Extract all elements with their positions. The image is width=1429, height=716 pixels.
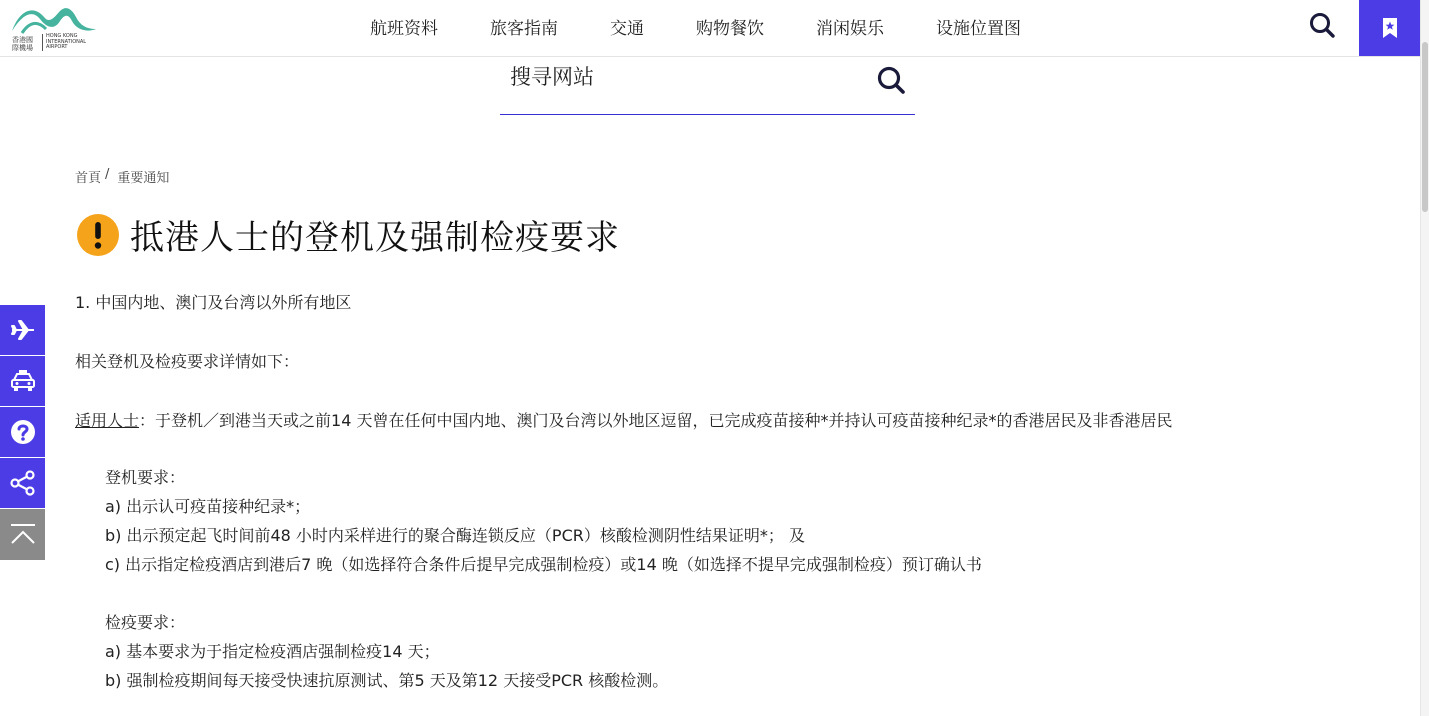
floating-side-bar — [0, 305, 45, 561]
plane-icon — [10, 317, 36, 343]
nav-shop-dine[interactable]: 购物餐饮 — [696, 18, 764, 39]
side-transport-button[interactable] — [0, 356, 45, 406]
nav-flight-info[interactable]: 航班资料 — [370, 18, 438, 39]
back-to-top-button[interactable] — [0, 509, 45, 560]
quarantine-heading: 检疫要求： — [105, 613, 186, 632]
breadcrumb — [75, 167, 169, 186]
bookmark-star-icon — [1382, 17, 1398, 39]
list-item: a) 出示认可疫苗接种纪录*； — [105, 497, 311, 516]
search-icon — [1308, 11, 1338, 41]
nav-transport[interactable]: 交通 — [610, 18, 644, 39]
site-search-bar — [500, 57, 915, 115]
applicable-persons-link[interactable]: 适用人士 — [75, 411, 140, 430]
breadcrumb-current: 重要通知 — [117, 171, 170, 186]
list-item: b) 出示预定起飞时间前48 小时内采样进行的聚合酶连锁反应（PCR）核酸检测阴性结果证明*； 及 — [105, 526, 805, 545]
applicable-text: ：于登机／到港当天或之前14 天曾在任何中国内地、澳门及台湾以外地区逗留，已完成疫苗接种*并持认可疫苗接种纪录*的香港居民及非香港居民 — [139, 411, 1173, 430]
nav-leisure[interactable]: 消闲娱乐 — [816, 18, 884, 39]
applicable-paragraph — [75, 408, 1172, 431]
search-icon — [876, 65, 908, 97]
header-search-button[interactable] — [1308, 11, 1338, 41]
site-header — [0, 0, 1420, 57]
side-flight-button[interactable] — [0, 305, 45, 355]
logo-text-english: HONG KONG INTERNATIONAL AIRPORT — [42, 34, 102, 51]
logo-text-chinese: 香港國際機場 — [12, 36, 33, 52]
side-share-button[interactable] — [0, 458, 45, 508]
hkia-logo[interactable] — [10, 3, 100, 51]
site-search-submit[interactable] — [876, 65, 908, 97]
breadcrumb-separator: / — [105, 167, 110, 182]
nav-facility-map[interactable]: 设施位置图 — [936, 18, 1021, 39]
logo-wave-icon — [10, 3, 100, 35]
share-icon — [9, 469, 37, 497]
section-heading: 1. 中国内地、澳门及台湾以外所有地区 — [75, 293, 352, 312]
quarantine-requirements — [105, 608, 668, 695]
list-item: a) 基本要求为于指定检疫酒店强制检疫14 天； — [105, 642, 440, 661]
scrollbar-thumb[interactable] — [1422, 42, 1428, 212]
boarding-requirements — [105, 463, 982, 579]
intro-text: 相关登机及检疫要求详情如下： — [75, 352, 300, 371]
list-item: b) 强制检疫期间每天接受快速抗原测试、第5 天及第12 天接受PCR 核酸检测。 — [105, 671, 669, 690]
side-help-button[interactable] — [0, 407, 45, 457]
search-input[interactable] — [500, 57, 860, 97]
help-icon — [9, 418, 37, 446]
exclamation-glyph-icon — [77, 214, 119, 256]
page-scrollbar[interactable] — [1420, 0, 1429, 716]
taxi-icon — [9, 368, 37, 394]
breadcrumb-home[interactable]: 首頁 — [75, 171, 102, 186]
page-title: 抵港人士的登机及强制检疫要求 — [130, 218, 620, 258]
main-nav — [370, 0, 1021, 52]
exclamation-icon — [77, 214, 119, 256]
title-row — [77, 210, 620, 259]
bookmark-button[interactable] — [1359, 0, 1420, 56]
back-to-top-icon — [9, 521, 37, 549]
nav-passenger-guide[interactable]: 旅客指南 — [490, 18, 558, 39]
list-item: c) 出示指定检疫酒店到港后7 晚（如选择符合条件后提早完成强制检疫）或14 晚（如选择不提早完成强制检疫）预订确认书 — [105, 555, 982, 574]
boarding-heading: 登机要求： — [105, 468, 186, 487]
